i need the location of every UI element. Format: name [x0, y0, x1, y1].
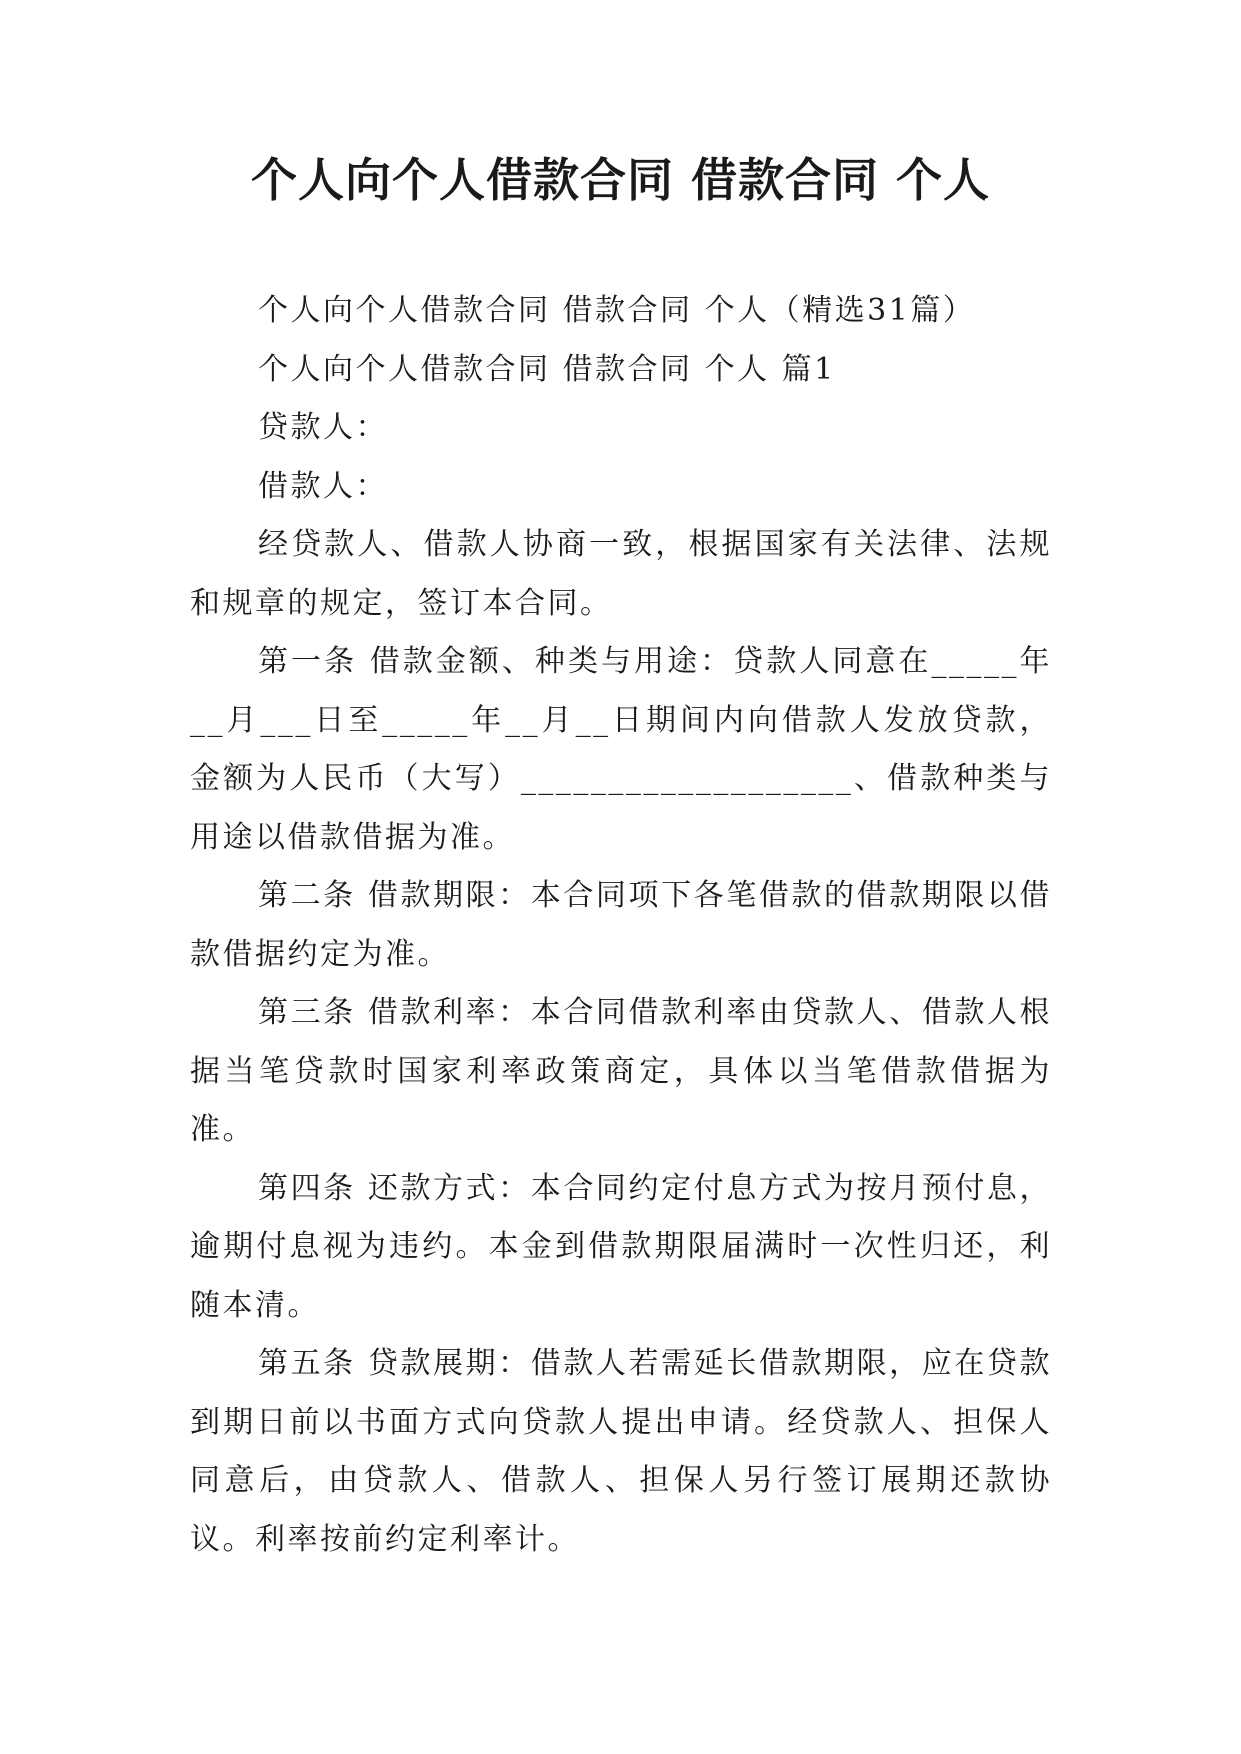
document-body: [190, 282, 1052, 1569]
paragraph-article-4: 第四条 还款方式：本合同约定付息方式为按月预付息，逾期付息视为违约。本金到借款期限届满时一次性归还，利随本清。: [190, 1170, 1052, 1323]
paragraph-preamble: 经贷款人、借款人协商一致，根据国家有关法律、法规和规章的规定，签订本合同。: [190, 527, 1052, 621]
paragraph-article-2: 第二条 借款期限：本合同项下各笔借款的借款期限以借款借据约定为准。: [190, 878, 1052, 972]
paragraph-lender: 贷款人：: [258, 410, 388, 445]
paragraph-borrower: 借款人：: [258, 468, 388, 504]
paragraph-article-3: 第三条 借款利率：本合同借款利率由贷款人、借款人根据当笔贷款时国家利率政策商定，具体以当笔借款借据为准。: [190, 995, 1052, 1147]
paragraph-article-1: 第一条 借款金额、种类与用途：贷款人同意在_____年__月___日至_____年__月__日期间内向借款人发放贷款，金额为人民币（大写）___________________、借款种类与用途以借款借据为准。: [190, 644, 1052, 855]
paragraph-article-5: 第五条 贷款展期：借款人若需延长借款期限，应在贷款到期日前以书面方式向贷款人提出申请。经贷款人、担保人同意后，由贷款人、借款人、担保人另行签订展期还款协议。利率按前约定利率计。: [190, 1346, 1052, 1557]
document-title: 个人向个人借款合同 借款合同 个人: [250, 153, 991, 207]
paragraph-subtitle: 个人向个人借款合同 借款合同 个人（精选31篇）: [258, 293, 976, 328]
paragraph-section-heading: 个人向个人借款合同 借款合同 个人 篇1: [258, 351, 836, 387]
